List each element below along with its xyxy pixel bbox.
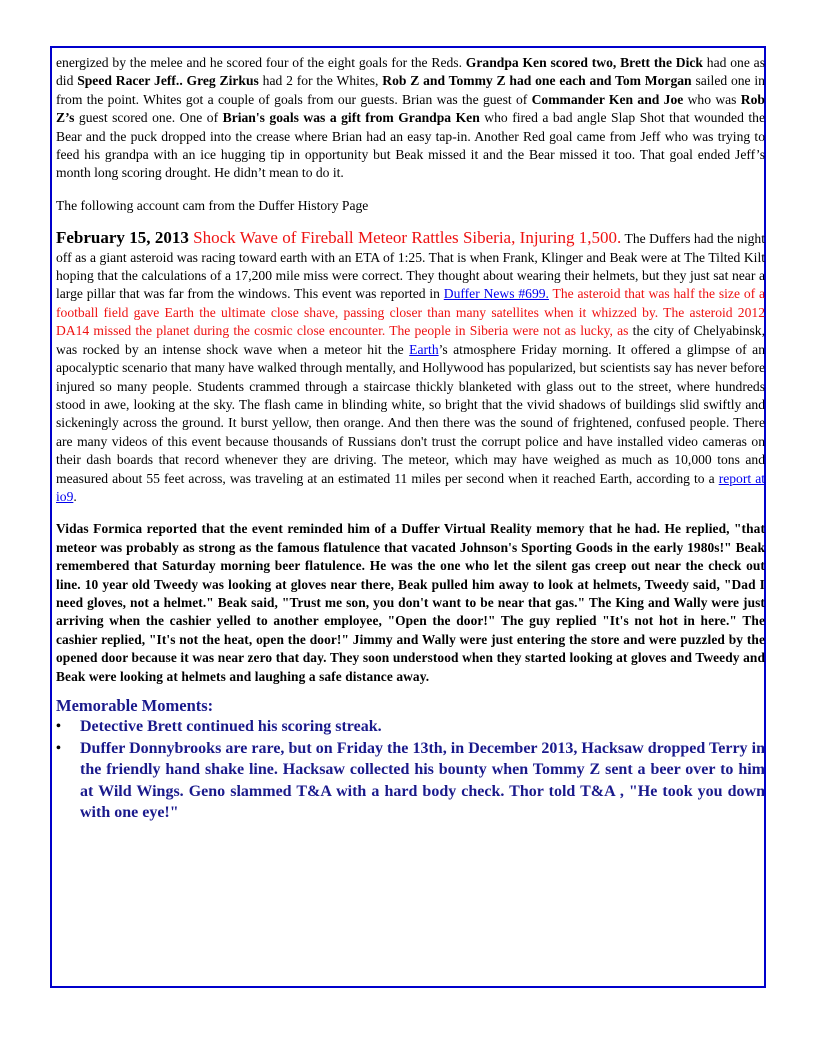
memorable-moments-list <box>56 716 765 824</box>
text-run: who was <box>683 91 741 107</box>
bold-run: Speed Racer Jeff.. Greg Zirkus <box>77 73 259 89</box>
text-run: ’s atmosphere Friday morning. It offered a glimpse of an apocalyptic scenario that many have walked through mentally, and Hollywood has popularized, but scientists say has never before injured so many people. Students crammed through a staircase thickly blanketed with glass out to the street, where hundreds stood in awe, looking at the sky. The flash came in blinding white, so bright that the vivid shadows of buildings slid swiftly and sickeningly across the ground. It burst yellow, then orange. And then there was the sound of frightened, confused people. There are many videos of this event because thousands of Russians don't trust the corrupt police and have installed video cameras on their dash boards that record whenever they are driving. The meteor, which may have weighed as much as 10,000 tons and measured about 55 feet across, was traveling at an estimated 11 miles per second when it reached Earth, according to a <box>56 341 765 486</box>
paragraph-scoring <box>56 54 765 183</box>
text-run: who fired a bad angle Slap Shot that wounded the Bear and the puck dropped into the crease where Brian had an easy tap-in. Another Red goal came from Jeff who was trying to feed his grandpa with an ice hugging tip in opportunity but Beak missed it and the Bear missed it too. That goal ended Jeff’s month long scoring drought. He didn’t mean to do it. <box>56 110 765 181</box>
list-item-text: Duffer Donnybrooks are rare, but on Friday the 13th, in December 2013, Hacksaw dropped Terry in the friendly hand shake line. Hacksaw collected his bounty when Tommy Z sent a beer over to him at Wild Wings. Geno slammed T&A with a hard body check. Thor told T&A , "He took you down with one eye!" <box>80 739 765 821</box>
document-content <box>56 54 765 824</box>
bold-run: Rob Z’s <box>56 91 765 126</box>
memorable-moments-title: Memorable Moments: <box>56 696 214 715</box>
list-item-text: Detective Brett continued his scoring streak. <box>80 718 382 735</box>
bullet-icon: • <box>56 740 61 756</box>
bold-run: Rob Z and Tommy Z had one each and Tom Morgan <box>382 73 692 89</box>
red-text-run: The asteroid that was half the size of a football field gave Earth the ultimate close shave, passing closer than many satellites when it whizzed by. The asteroid 2012 DA14 missed the planet during the cosmic close encounter. The people in Siberia were not as lucky, as <box>56 286 765 339</box>
text-run: . <box>73 488 77 504</box>
list-item <box>56 738 765 824</box>
paragraph-vidas: Vidas Formica reported that the event reminded him of a Duffer Virtual Reality memory that he had. He replied, "that meteor was probably as strong as the famous flatulence that vacated Johnson's Sporting Goods in the early 1980s!" Beak remembered that Saturday morning beer flatulence. He was the one who let the silent gas creep out near the check out line. 10 year old Tweedy was looking at gloves near there, Beak pulled him away to look at helmets, Tweedy said, "Dad I need gloves, not a helmet." Beak said, "Trust me son, you don't want to be near that gas." The King and Wally were just arriving when the cashier yelled to another employee, "Open the door!" The guy replied "It's not hot in here." The cashier replied, "It's not the heat, open the door!" Jimmy and Wally were just entering the store and were puzzled by the opened door because it was near zero that day. They soon understood when they started looking at gloves and Tweedy and Beak were looking at helmets and laughing a safe distance away. <box>56 521 765 684</box>
bold-run: Grandpa Ken scored two, Brett the Dick <box>465 55 703 70</box>
text-run: guest scored one. One of <box>74 110 223 126</box>
bold-run: Brian's goals was a gift from Grandpa Ken <box>222 110 480 126</box>
bullet-icon: • <box>56 719 61 734</box>
duffer-news-link[interactable]: Duffer News #699. <box>443 286 549 302</box>
paragraph-history-source: The following account cam from the Duffer History Page <box>56 197 369 213</box>
io9-report-link[interactable]: report at io9 <box>56 470 766 504</box>
earth-link[interactable]: Earth <box>409 341 439 357</box>
bold-run: Commander Ken and Joe <box>531 91 684 107</box>
headline: Shock Wave of Fireball Meteor Rattles Siberia, Injuring 1,500. <box>188 228 622 248</box>
text-run: energized by the melee and he scored four of the eight goals for the Reds. <box>56 55 466 70</box>
text-run: sailed one in from the point. Whites got a couple of goals from our guests. Brian was the guest of <box>56 73 765 107</box>
text-run: The Duffers had the night off as a giant asteroid was racing toward earth with an ETA of 1:25. That is when Frank, Klinger and Beak were at The Tilted Kilt hoping that the calculations of a 17,200 mile miss were correct. They thought about wearing their helmets, but they just sat near a large pillar that was far from the windows. This event was reported in <box>56 231 765 302</box>
text-run: the city of Chelyabinsk, was rocked by an intense shock wave when a meteor hit the <box>56 323 765 357</box>
date-heading: February 15, 2013 <box>56 228 189 248</box>
text-run: had one as did <box>56 55 766 89</box>
list-item <box>56 716 765 738</box>
text-run: had 2 for the Whites, <box>258 73 383 89</box>
paragraph-meteor <box>56 229 765 506</box>
